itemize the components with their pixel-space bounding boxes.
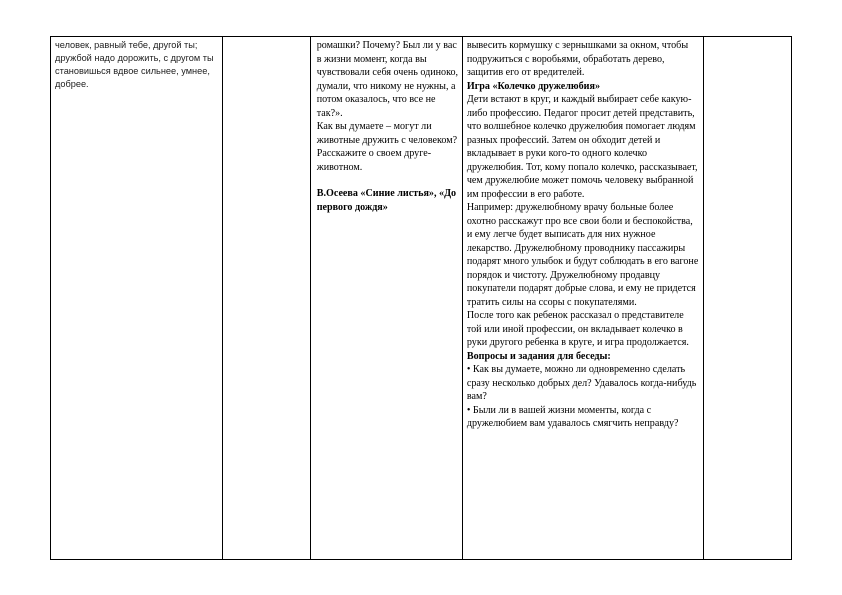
col4-paragraph: После того как ребенок рассказал о представителе той или иной профессии, он вкладывает колечко в руки другого ребенка в круге, и игра продолжается. (466, 310, 689, 348)
col4-paragraph: вывесить кормушку с зернышками за окном, чтобы подружиться с воробьями, обработать дерево, защитив его от вредителей. (466, 40, 689, 78)
game-title: Игра «Колечко дружелюбия» (466, 80, 601, 92)
table-cell-col3 (310, 37, 462, 560)
lesson-plan-table (50, 36, 792, 560)
col3-paragraph: ромашки? Почему? Был ли у вас в жизни момент, когда вы чувствовали себя очень одиноко, думали, что никому не нужны, а потом оказалось, что все не так?». (316, 40, 459, 119)
table-cell-col2 (222, 37, 310, 560)
question-item: • Как вы думаете, можно ли одновременно сделать сразу несколько добрых дел? Удавалось когда-нибудь вам? (466, 364, 697, 402)
table-row (51, 37, 792, 560)
col4-paragraph: Дети встают в круг, и каждый выбирает себе какую-либо профессию. Педагог просит детей представить, что волшебное колечко дружелюбия помогает людям разных профессий. Затем он обходит детей и вкладывает в руки кого-то одного колечко дружелюбия. Тот, кому попало колечко, рассказывает, чем дружелюбие может помочь человеку выбранной им профессии в его работе. (466, 94, 698, 200)
col3-paragraph: Как вы думаете – могут ли животные дружить с человеком? Расскажите о своем друге-животном. (316, 121, 458, 173)
table-cell-col4 (462, 37, 703, 560)
question-item: • Были ли в вашей жизни моменты, когда с дружелюбием вам удавалось смягчить неправду? (466, 404, 679, 429)
col4-paragraph: Например: дружелюбному врачу больные более охотно расскажут про все свои боли и беспокойства, и ему легче будет выписать для них нужное лекарство. Дружелюбному проводнику пассажиры подарят много улыбок и будут соблюдать в его вагоне порядок и чистоту. Дружелюбному продавцу покупатели подарят добрые слова, и ему не придется тратить силы на ссоры с покупателями. (466, 202, 699, 308)
col1-text: человек, равный тебе, другой ты; дружбой надо дорожить, с другом ты становишься вдвое сильнее, умнее, добрее. (55, 40, 214, 89)
spacer (315, 174, 459, 187)
questions-title: Вопросы и задания для беседы: (466, 350, 611, 362)
table-cell-col1 (51, 37, 223, 560)
table-cell-col5 (703, 37, 791, 560)
col3-literature: В.Осеева «Синие листья», «До первого дождя» (316, 188, 457, 213)
